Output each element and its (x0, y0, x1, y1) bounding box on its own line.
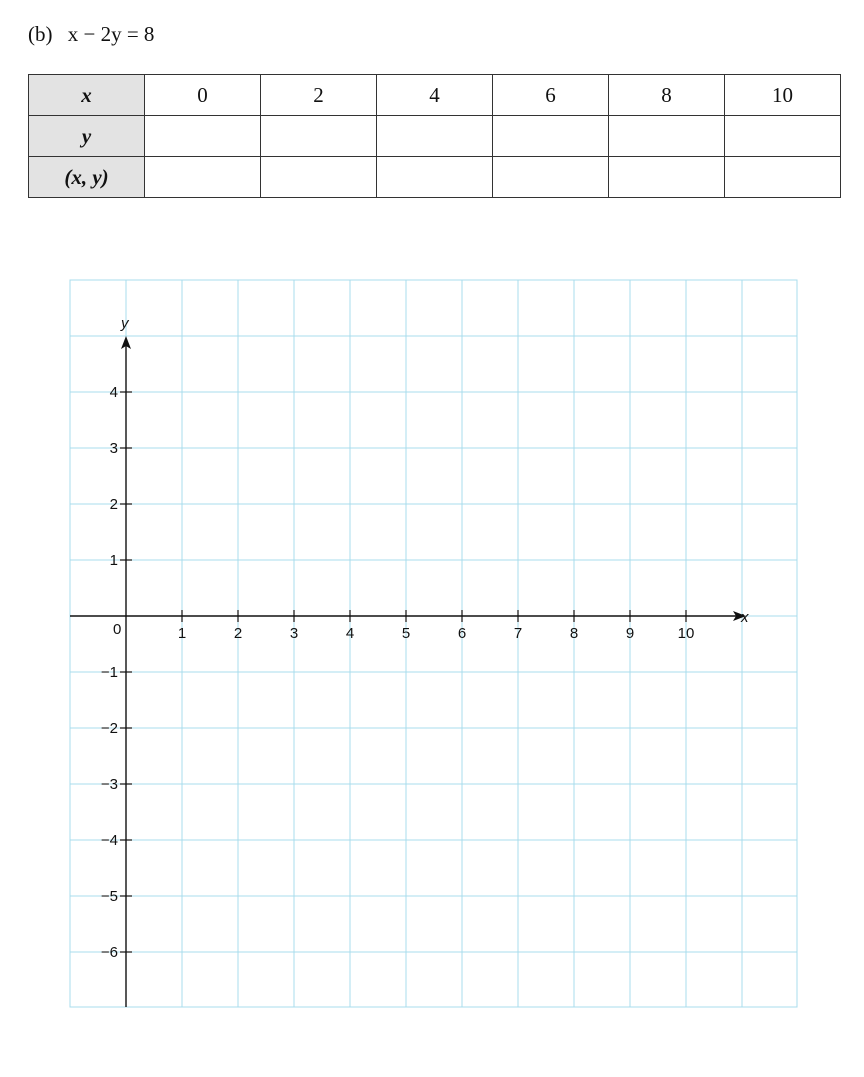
x-tick-label: 2 (233, 625, 243, 642)
y-tick-label: −4 (100, 832, 118, 849)
table-cell: 4 (377, 75, 493, 116)
table-cell: 10 (725, 75, 841, 116)
y-tick-label: −3 (100, 776, 118, 793)
question-label: (b) (28, 22, 53, 46)
x-tick-label: 6 (457, 625, 467, 642)
y-tick-label: 1 (109, 552, 118, 569)
row-header: x (29, 75, 145, 116)
table-cell: 8 (609, 75, 725, 116)
y-tick-label: 4 (109, 384, 118, 401)
x-tick-label: 8 (569, 625, 579, 642)
x-tick-label: 1 (177, 625, 187, 642)
y-tick-label: −2 (100, 720, 118, 737)
y-tick-label: 3 (109, 440, 118, 457)
x-tick-label: 5 (401, 625, 411, 642)
y-tick-label: −1 (100, 664, 118, 681)
question-equation: x − 2y = 8 (67, 22, 155, 46)
y-tick-label: −5 (100, 888, 118, 905)
x-tick-label: 7 (513, 625, 523, 642)
row-header: (x, y) (29, 157, 145, 198)
table-cell: 0 (145, 75, 261, 116)
y-tick-label: −6 (100, 944, 118, 961)
y-tick-label: 2 (109, 496, 118, 513)
y-axis-label: y (121, 315, 129, 332)
x-tick-label: 9 (625, 625, 635, 642)
table-cell: 2 (261, 75, 377, 116)
x-tick-label: 10 (677, 625, 695, 642)
row-header: y (29, 116, 145, 157)
origin-label: 0 (113, 621, 122, 638)
x-tick-label: 3 (289, 625, 299, 642)
x-tick-label: 4 (345, 625, 355, 642)
grid-border (70, 280, 797, 1007)
table-cell: 6 (493, 75, 609, 116)
x-axis-label: x (741, 609, 749, 626)
